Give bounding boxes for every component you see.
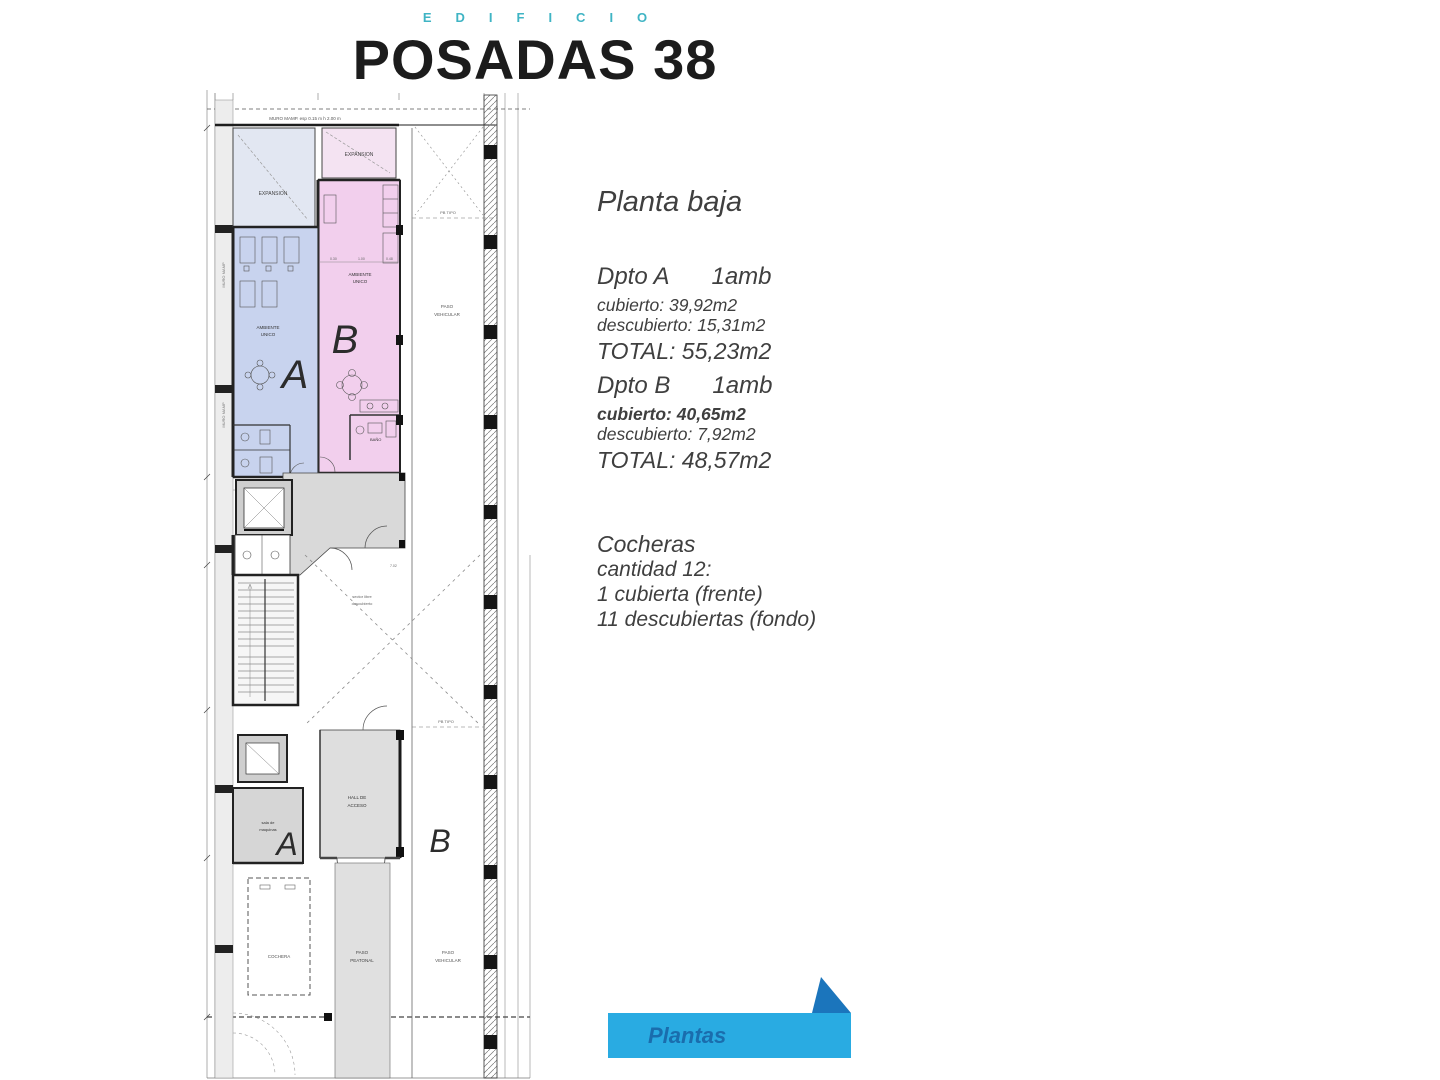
header [330, 10, 740, 92]
plantas-label: Plantas [648, 1023, 727, 1048]
cochera-label: COCHERA [267, 954, 291, 959]
dpto-a-uncovered: descubierto: 15,31m2 [597, 314, 766, 335]
patio-area [305, 548, 480, 725]
sala-label: sala de [261, 820, 275, 825]
ambiente-a-label: AMBIENTE [256, 325, 280, 330]
dim-label: 0.30 [330, 257, 337, 261]
plantas-banner[interactable] [608, 975, 855, 1060]
dpto-b-total: TOTAL: 48,57m2 [597, 447, 772, 473]
dpto-a-block [597, 263, 772, 365]
dpto-b-uncovered: descubierto: 7,92m2 [597, 423, 756, 444]
entry-a-letter: A [276, 826, 298, 862]
patio-note: sector libre [352, 594, 372, 599]
expansion-a-room [233, 128, 315, 227]
dpto-b-block [597, 372, 772, 474]
side-wall-note: MURO MAMP [221, 262, 226, 288]
hall-label: ACCESO [347, 803, 367, 808]
paso-vehicular-label: PASO [441, 950, 455, 955]
floor-title: Planta baja [597, 186, 743, 218]
ambiente-b-label: AMBIENTE [348, 272, 372, 277]
machine-shaft [238, 735, 287, 782]
common-area [283, 473, 405, 575]
ribbon-fold [812, 977, 851, 1013]
cocheras-uncovered: 11 descubiertas (fondo) [597, 608, 817, 631]
paso-vehicular-label: PASO [440, 304, 454, 309]
expansion-b-room [322, 128, 396, 178]
cocheras-covered: 1 cubierta (frente) [597, 583, 763, 606]
floor-plan [200, 85, 535, 1080]
unit-a-letter: A [281, 353, 309, 397]
property-line-marker [324, 1013, 332, 1021]
expansion-b-label: EXPANSION [344, 152, 374, 158]
cochera-space [233, 863, 310, 1075]
ambiente-b-label: UNICO [352, 279, 368, 284]
paso-vehicular-label: VEHICULAR [434, 312, 460, 317]
elevator [236, 480, 292, 535]
dpto-a-total: TOTAL: 55,23m2 [597, 338, 772, 364]
dpto-b-name: Dpto B [597, 372, 671, 399]
side-wall-note: MURO MAMP [221, 402, 226, 428]
cocheras-title: Cocheras [597, 531, 696, 557]
dim-label: 7.02 [390, 564, 397, 568]
unit-a-room [233, 227, 318, 477]
patio-note: descubierto [351, 601, 373, 606]
stairs [233, 575, 298, 705]
paso-vehicular-label: VEHICULAR [435, 958, 461, 963]
svg-text:PB TIPO: PB TIPO [438, 719, 454, 724]
cocheras-quantity: cantidad 12: [597, 558, 712, 581]
dpto-a-title [597, 263, 772, 291]
expansion-a-label: EXPANSION [258, 191, 288, 197]
hall-label: HALL DE [347, 795, 367, 800]
hall-acceso [320, 706, 404, 858]
cocheras-block [597, 532, 816, 632]
bano-label: BAÑO [370, 437, 382, 442]
svg-text:PB TIPO: PB TIPO [440, 210, 456, 215]
dim-label: 1.00 [358, 257, 365, 261]
paso-peatonal [335, 863, 390, 1078]
ambiente-a-label: UNICO [260, 332, 276, 337]
dpto-a-rooms: 1amb [711, 263, 772, 290]
dpto-b-covered: cubierto: 40,65m2 [597, 404, 746, 424]
wc-room [233, 535, 290, 575]
unit-b-letter: B [331, 318, 359, 362]
dpto-a-name: Dpto A [597, 263, 670, 290]
building-title: POSADAS 38 [352, 28, 718, 91]
ribbon-bar [608, 1013, 851, 1058]
dpto-b-rooms: 1amb [712, 372, 773, 399]
brand-label: EDIFICIO [422, 10, 672, 25]
dpto-b-title [597, 372, 772, 400]
paso-vehicular [434, 304, 462, 963]
dim-label: 0.48 [386, 257, 393, 261]
paso-peatonal-label: PASO [355, 950, 369, 955]
unit-b-room [318, 180, 400, 473]
dpto-a-covered: cubierto: 39,92m2 [597, 295, 738, 315]
paso-peatonal-label: PEATONAL [350, 958, 374, 963]
sala-label: maquinas [259, 827, 277, 832]
wall-note: MURO MAMP. esp 0.15 m h 2.00 m [269, 116, 341, 121]
entry-b-letter: B [429, 823, 451, 859]
